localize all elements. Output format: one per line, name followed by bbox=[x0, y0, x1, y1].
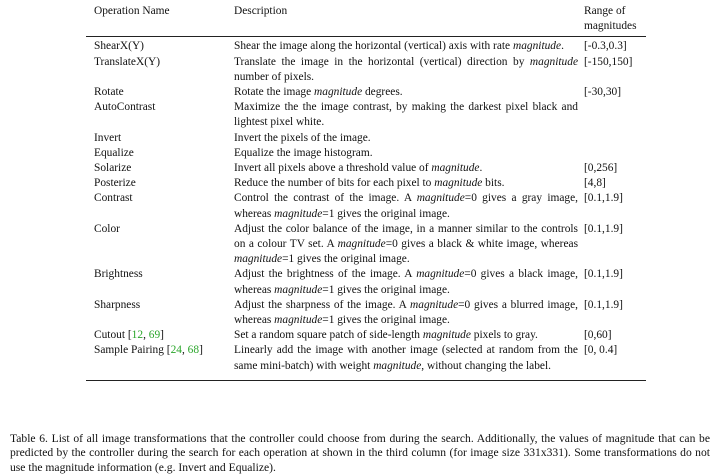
operation-name-cell bbox=[86, 298, 234, 328]
operation-name-cell bbox=[86, 176, 234, 191]
operation-name-cell bbox=[86, 191, 234, 221]
description-cell: Translate the image in the horizontal (vertical) direction by magnitude number of pixels. bbox=[234, 55, 578, 83]
magnitude-term: magnitude bbox=[529, 55, 578, 68]
operation-name: ShearX(Y) bbox=[94, 40, 144, 53]
range-cell bbox=[578, 146, 646, 161]
operation-name-cell bbox=[86, 37, 234, 55]
range-cell: [-150,150] bbox=[584, 55, 633, 68]
range-cell: [0,256] bbox=[584, 162, 618, 175]
magnitude-term: magnitude bbox=[274, 283, 323, 296]
description-cell: Invert all pixels above a threshold value of magnitude. bbox=[234, 162, 483, 175]
table-container bbox=[86, 0, 646, 381]
operation-name-cell bbox=[86, 267, 234, 297]
operation-name: AutoContrast bbox=[94, 101, 156, 114]
operation-name: Posterize bbox=[94, 177, 136, 190]
operation-name-cell bbox=[86, 85, 234, 100]
table-header-row bbox=[86, 0, 646, 37]
operation-name: Color bbox=[94, 222, 120, 235]
operations-table bbox=[86, 0, 646, 381]
table-row bbox=[86, 191, 646, 221]
table-row bbox=[86, 55, 646, 85]
table-row bbox=[86, 328, 646, 343]
table-body bbox=[86, 37, 646, 380]
range-cell: [0.1,1.9] bbox=[584, 298, 623, 311]
operation-name: TranslateX(Y) bbox=[94, 55, 161, 68]
table-row bbox=[86, 298, 646, 328]
description-cell: Reduce the number of bits for each pixel to magnitude bits. bbox=[234, 177, 505, 190]
magnitude-term: magnitude bbox=[512, 40, 562, 53]
table-row bbox=[86, 131, 646, 146]
header-range: Range of magnitudes bbox=[584, 5, 637, 33]
range-cell: [0.1,1.9] bbox=[584, 222, 623, 235]
range-cell: [0.1,1.9] bbox=[584, 192, 623, 205]
description-cell: Adjust the color balance of the image, in a manner similar to the controls on a colour TV set. A magnitude=0 gives a black & white image, whereas magnitude=1 gives the original image. bbox=[234, 222, 578, 266]
description-cell: Adjust the sharpness of the image. A magnitude=0 gives a blurred image, whereas magnitude=1 gives the original image. bbox=[234, 298, 578, 327]
description-cell: Control the contrast of the image. A magnitude=0 gives a gray image, whereas magnitude=1 gives the original image. bbox=[234, 192, 579, 220]
operation-name: Brightness bbox=[94, 268, 143, 281]
magnitude-term: magnitude bbox=[274, 314, 323, 327]
operation-name-cell: Cutout [12, 69] bbox=[94, 329, 164, 342]
operation-name-cell bbox=[86, 100, 234, 130]
citation-link[interactable]: 68 bbox=[187, 344, 200, 357]
magnitude-term: magnitude bbox=[422, 329, 471, 342]
operation-name: Equalize bbox=[94, 146, 134, 159]
table-row bbox=[86, 85, 646, 100]
magnitude-term: magnitude bbox=[431, 162, 480, 175]
magnitude-term: magnitude bbox=[234, 253, 283, 266]
description-cell: Adjust the brightness of the image. A magnitude=0 gives a black image, whereas magnitude=1 gives the original image. bbox=[234, 268, 578, 296]
magnitude-term: magnitude bbox=[416, 192, 465, 205]
description-cell: Equalize the image histogram. bbox=[234, 146, 373, 159]
description-cell: Maximize the the image contrast, by making the darkest pixel black and lightest pixel white. bbox=[234, 101, 578, 129]
description-cell: Rotate the image magnitude degrees. bbox=[234, 86, 403, 99]
range-cell: [-0.3,0.3] bbox=[584, 40, 627, 53]
citation-link[interactable]: 24 bbox=[170, 344, 182, 357]
magnitude-term: magnitude bbox=[337, 238, 386, 251]
magnitude-term: magnitude bbox=[410, 298, 459, 311]
citation-link[interactable]: 69 bbox=[148, 329, 161, 342]
operation-name-cell bbox=[86, 55, 234, 85]
range-cell: [4,8] bbox=[584, 177, 606, 190]
operation-name-cell bbox=[86, 146, 234, 161]
table-row bbox=[86, 267, 646, 297]
magnitude-term: magnitude bbox=[373, 359, 422, 372]
table-caption: Table 6. List of all image transformations that the controller could choose from during the search. Additionally, the values of magnitude that can be predicted by the controller during the search for each operation at shown in the third column (for image size 331x331). Some transformations do not use the magnitude information (e.g. Invert and Equalize). bbox=[10, 432, 710, 474]
range-cell bbox=[578, 100, 646, 130]
operation-name: Contrast bbox=[94, 192, 133, 205]
table-row bbox=[86, 37, 646, 55]
description-cell: Set a random square patch of side-length magnitude pixels to gray. bbox=[234, 329, 538, 342]
operation-name: Sample Pairing bbox=[94, 344, 164, 357]
magnitude-term: magnitude bbox=[416, 268, 465, 281]
table-row bbox=[86, 146, 646, 161]
description-cell: Shear the image along the horizontal (vertical) axis with rate magnitude. bbox=[234, 40, 564, 53]
operation-name-cell bbox=[86, 131, 234, 146]
operation-name: Invert bbox=[94, 131, 122, 144]
description-cell: Linearly add the image with another image (selected at random from the same mini-batch) with weight magnitude, without changing the label. bbox=[234, 344, 578, 372]
operation-name-cell bbox=[86, 222, 234, 268]
magnitude-term: magnitude bbox=[434, 177, 483, 190]
operation-name-cell: Sample Pairing [24, 68] bbox=[94, 344, 203, 357]
description-cell: Invert the pixels of the image. bbox=[234, 131, 371, 144]
table-row bbox=[86, 100, 646, 130]
operation-name: Sharpness bbox=[94, 298, 141, 311]
operation-name: Solarize bbox=[94, 162, 132, 175]
range-cell: [-30,30] bbox=[584, 86, 622, 99]
magnitude-term: magnitude bbox=[314, 86, 363, 99]
table-row bbox=[86, 176, 646, 191]
table-row bbox=[86, 222, 646, 268]
header-description: Description bbox=[234, 5, 288, 17]
range-cell bbox=[578, 131, 646, 146]
operation-name: Rotate bbox=[94, 86, 124, 99]
range-cell: [0.1,1.9] bbox=[584, 268, 623, 281]
table-row bbox=[86, 343, 646, 380]
operation-name-cell bbox=[86, 161, 234, 176]
magnitude-term: magnitude bbox=[274, 207, 323, 220]
range-cell: [0,60] bbox=[584, 329, 612, 342]
operation-name: Cutout bbox=[94, 329, 126, 342]
header-operation-name: Operation Name bbox=[94, 5, 170, 17]
table-row bbox=[86, 161, 646, 176]
citation-link[interactable]: 12 bbox=[131, 329, 144, 342]
range-cell: [0, 0.4] bbox=[584, 344, 618, 357]
